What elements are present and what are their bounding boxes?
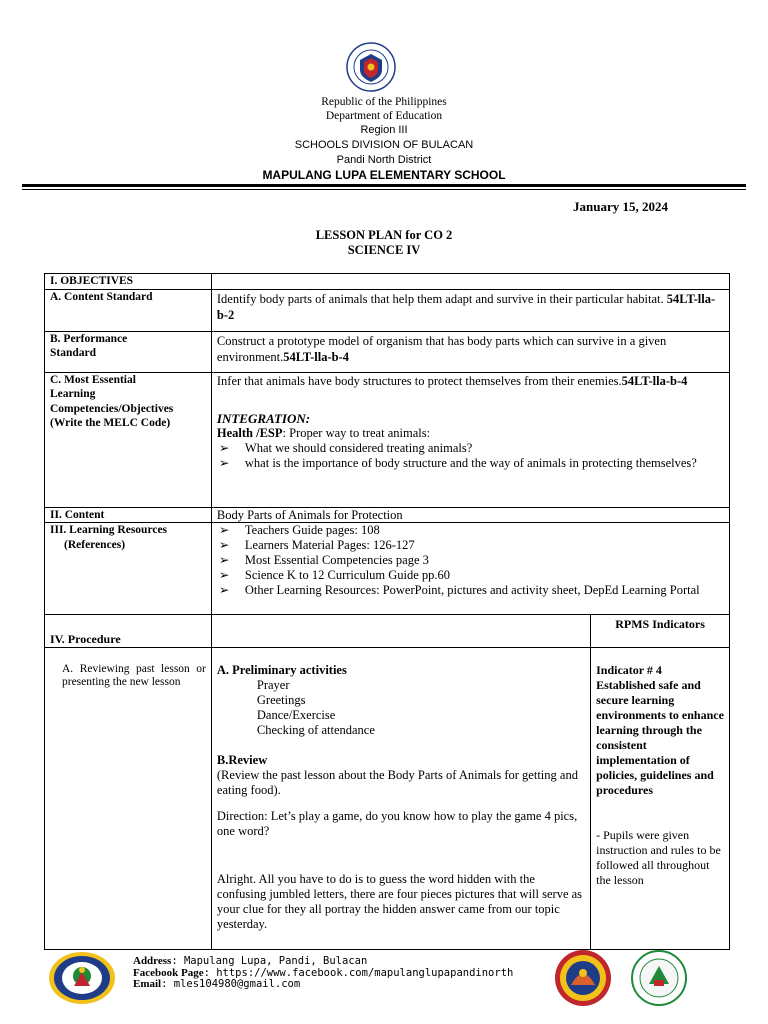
table-row-content [45, 507, 730, 523]
footer-contact [133, 956, 513, 991]
performance-label-line1: B. Performance [50, 332, 128, 345]
procedure-label: IV. Procedure [45, 615, 212, 648]
email-label: Email [133, 978, 162, 990]
integration-list [217, 441, 724, 471]
melc-label-line1: C. Most Essential [50, 373, 136, 386]
table-row-objectives [45, 274, 730, 290]
indicator-text: Established safe and secure learning environments to enhance learning through the consistent implementation of policies, guidelines and procedures [596, 678, 724, 797]
melc-label-line3: Competencies/Objectives [50, 402, 174, 415]
integration-text: : Proper way to treat animals: [282, 425, 431, 440]
list-item: ➢ what is the importance of body structure and the way of animals in protecting themselves? [218, 455, 697, 470]
resources-label-line1: III. Learning Resources [50, 524, 168, 536]
melc-label-line2: Learning [50, 388, 96, 400]
performance-standard-code: 54LT-lla-b-4 [283, 349, 349, 364]
melc-code: 54LT-lla-b-4 [621, 373, 688, 388]
document-date: January 15, 2024 [573, 199, 668, 214]
content-value: Body Parts of Animals for Protection [211, 507, 729, 523]
arrow-bullet-icon: ➢ [218, 583, 230, 597]
list-item: ➢ Teachers Guide pages: 108 [218, 523, 380, 537]
address-label: Address [133, 955, 172, 967]
list-item: ➢ What we should considered treating animals? [218, 440, 473, 455]
resources-list [217, 523, 724, 598]
table-row-melc [45, 372, 730, 507]
header-department: Department of Education [325, 110, 443, 122]
arrow-bullet-icon: ➢ [218, 538, 230, 552]
preliminary-item: Prayer [256, 678, 290, 692]
alright-text: Alright. All you have to do is to guess the word hidden with the confusing jumbled letters, there are four pieces pictures that will serve as your clue for they all portray the hidden answer came from our topic yesterday. [216, 872, 583, 931]
preliminary-item: Dance/Exercise [256, 708, 336, 722]
arrow-bullet-icon: ➢ [218, 553, 230, 567]
content-standard-code: 54LT-lla-b-2 [216, 291, 716, 322]
header-region: Region III [360, 124, 408, 136]
review-text: (Review the past lesson about the Body Parts of Animals for getting and eating food). [216, 768, 578, 797]
integration-subject: Health /ESP [216, 425, 283, 440]
review-title: B.Review [216, 753, 268, 767]
melc-label-line4: (Write the MELC Code) [50, 417, 171, 429]
table-row-procedure-header [45, 615, 730, 648]
rpms-heading: RPMS Indicators [591, 615, 730, 648]
list-item: ➢ Science K to 12 Curriculum Guide pp.60 [218, 568, 451, 582]
header-division: SCHOOLS DIVISION OF BULACAN [294, 139, 474, 151]
header-rule-thin [22, 189, 746, 190]
arrow-bullet-icon: ➢ [218, 568, 230, 582]
direction-text: Direction: Let’s play a game, do you know how to play the game 4 pics, one word? [216, 809, 578, 838]
header-district: Pandi North District [336, 154, 432, 166]
header-school-name: MAPULANG LUPA ELEMENTARY SCHOOL [262, 168, 506, 182]
district-logo [627, 950, 691, 1006]
performance-standard-text: Construct a prototype model of organism that has body parts which can survive in a given environment. [216, 333, 667, 364]
arrow-bullet-icon: ➢ [218, 455, 230, 470]
email-link[interactable]: : mles104980@gmail.com [161, 978, 301, 990]
content-standard-text: Identify body parts of animals that help them adapt and survive in their particular habitat. [216, 291, 664, 306]
lesson-title: LESSON PLAN for CO 2 [315, 228, 453, 242]
preliminary-item: Checking of attendance [256, 723, 375, 737]
table-row-resources [45, 523, 730, 615]
table-row-procedure-a [45, 648, 730, 950]
table-row-content-standard [45, 289, 730, 331]
procedure-step-a: A. Reviewing past lesson or presenting the new lesson [62, 663, 206, 688]
facebook-link[interactable]: : https://www.facebook.com/mapulanglupapandinorth [203, 966, 514, 979]
list-item: ➢ Learners Material Pages: 126-127 [218, 538, 415, 552]
content-standard-label: A. Content Standard [45, 289, 212, 331]
address-value: : Mapulang Lupa, Pandi, Bulacan [171, 955, 368, 967]
arrow-bullet-icon: ➢ [218, 523, 230, 537]
facebook-label: Facebook Page [133, 966, 204, 979]
resources-label-line2: (References) [64, 538, 126, 551]
header-rule-thick [22, 184, 746, 187]
melc-text: Infer that animals have body structures to protect themselves from their enemies. [216, 373, 622, 388]
indicator-title: Indicator # 4 [596, 663, 662, 677]
school-logo [47, 950, 117, 1006]
table-row-performance-standard [45, 331, 730, 372]
objectives-heading: I. OBJECTIVES [45, 274, 212, 290]
lesson-plan-table [44, 273, 730, 950]
preliminary-title: A. Preliminary activities [216, 663, 347, 677]
preliminary-item: Greetings [256, 693, 306, 707]
integration-title: INTEGRATION: [216, 410, 311, 426]
list-item: ➢ Most Essential Competencies page 3 [218, 553, 429, 567]
content-label: II. Content [45, 507, 212, 523]
header-republic: Republic of the Philippines [321, 96, 447, 108]
list-item: ➢ Other Learning Resources: PowerPoint, pictures and activity sheet, DepEd Learning Portal [218, 583, 700, 597]
performance-label-line2: Standard [50, 347, 97, 359]
division-logo [551, 949, 615, 1007]
indicator-note: - Pupils were given instruction and rules to be followed all throughout the lesson [596, 828, 721, 887]
arrow-bullet-icon: ➢ [218, 440, 230, 455]
deped-seal-logo [333, 42, 409, 92]
lesson-title-block [0, 228, 768, 258]
lesson-subject: SCIENCE IV [347, 243, 421, 257]
